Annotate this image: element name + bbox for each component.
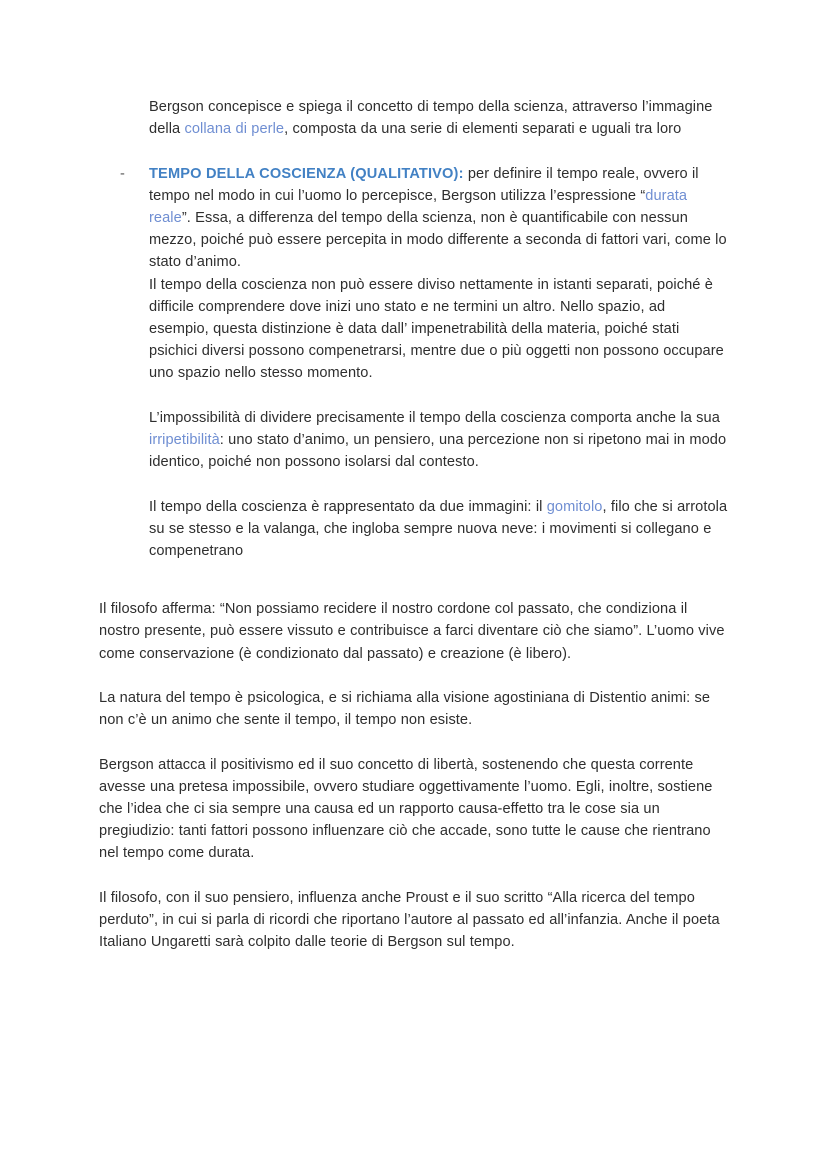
gomitolo-text-part-2: , filo che si arrotola su se stesso e la valanga, che ingloba sempre nuova neve: i movimenti si collegano e compenetrano: [149, 498, 728, 560]
flush-section: [99, 598, 728, 953]
paragraph-proust-ungaretti: Il filosofo, con il suo pensiero, influenza anche Proust e il suo scritto “Alla ricerca del tempo perduto”, in cui si parla di ricordi che riportano l’autore al passato ed all’infanzia. Anche il poeta Italiano Ungaretti sarà colpito dalle teorie di Bergson sul tempo.: [99, 889, 720, 951]
bullet-text-part-1: per definire il tempo reale, ovvero il tempo nel modo in cui l’uomo lo percepisce, Bergson utilizza l’espressione “: [149, 165, 699, 204]
paragraph-attacco-positivismo: Bergson attacca il positivismo ed il suo concetto di libertà, sostenendo che questa corrente avesse una pretesa impossibile, ovvero studiare oggettivamente l’uomo. Egli, inoltre, sostiene che l’idea che ci sia sempre una causa ed un rapporto causa-effetto tra le cose sia un pregiudizio: tanti fattori possono influenzare ciò che accade, sono tutte le cause che rientrano nel tempo come durata.: [99, 756, 713, 862]
list-item-tempo-della-coscienza: [120, 163, 728, 274]
irripetibilita-text-part-1: L’impossibilità di dividere precisamente il tempo della coscienza comporta anche la sua: [149, 409, 720, 426]
bullet-paragraph: [149, 163, 728, 274]
link-gomitolo[interactable]: gomitolo: [546, 498, 603, 515]
paragraph-natura-del-tempo: La natura del tempo è psicologica, e si richiama alla visione agostiniana di Distentio animi: se non c’è un animo che sente il tempo, il tempo non esiste.: [99, 690, 711, 729]
irripetibilita-text-part-2: : uno stato d’animo, un pensiero, una percezione non si ripetono mai in modo identico, poiché non possono isolarsi dal contesto.: [149, 432, 727, 471]
link-irripetibilita[interactable]: irripetibilità: [149, 432, 220, 449]
paragraph-irripetibilita: [149, 407, 728, 474]
gomitolo-text-part-1: Il tempo della coscienza è rappresentato da due immagini: il: [149, 498, 547, 515]
indented-section: [120, 96, 728, 562]
intro-paragraph: [149, 96, 728, 140]
paragraph-tempo-non-divisibile: Il tempo della coscienza non può essere diviso nettamente in istanti separati, poiché è difficile comprendere dove inizi uno stato e ne termini un altro. Nello spazio, ad esempio, questa distinzione è data dall’ impenetrabilità della materia, poiché stati psichici diversi possono compenetrarsi, mentre due o più oggetti non possono occupare uno spazio nello stesso momento.: [149, 276, 724, 382]
intro-text-part-1: Bergson concepisce e spiega il concetto di tempo della scienza, attraverso l’immagine della: [149, 99, 713, 138]
link-collana-di-perle[interactable]: collana di perle: [184, 121, 285, 138]
link-durata-reale[interactable]: durata reale: [149, 187, 688, 226]
intro-text-part-2: , composta da una serie di elementi separati e uguali tra loro: [284, 121, 682, 138]
paragraph-gomitolo-valanga: [149, 496, 728, 563]
paragraph-il-filosofo-afferma: Il filosofo afferma: “Non possiamo recidere il nostro cordone col passato, che condiziona il nostro presente, può essere vissuto e contribuisce a farci diventare ciò che siamo”. L’uomo vive come conservazione (è condizionato dal passato) e creazione (è libero).: [99, 601, 725, 662]
bullet-text-part-2: ”. Essa, a differenza del tempo della scienza, non è quantificabile con nessun mezzo, poiché può essere percepita in modo differente a seconda di fattori vari, come lo stato d’animo.: [149, 210, 727, 271]
bullet-heading-label: TEMPO DELLA COSCIENZA (QUALITATIVO):: [149, 165, 464, 182]
bullet-dash-marker: -: [120, 165, 125, 182]
